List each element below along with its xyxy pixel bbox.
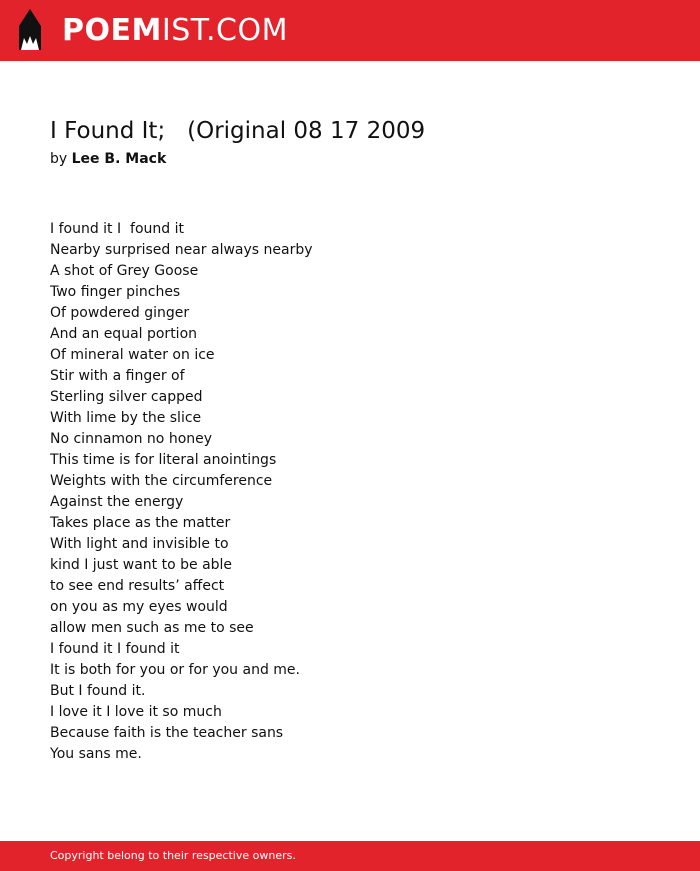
poem-line: With light and invisible to (50, 536, 229, 552)
poem-line: I found it I found it (50, 221, 184, 237)
poem-title: I Found It; (Original 08 17 2009 (50, 118, 426, 144)
poem-line: You sans me. (50, 746, 142, 762)
poem-line: Two finger pinches (50, 284, 181, 300)
poem-line: kind I just want to be able (50, 557, 233, 573)
site-logo[interactable] (62, 13, 288, 49)
poem-line: on you as my eyes would (50, 599, 228, 615)
poem-line: But I found it. (50, 683, 146, 699)
poem-line: With lime by the slice (50, 410, 202, 426)
site-footer (0, 841, 700, 871)
poem-line: Weights with the circumference (50, 473, 273, 489)
poem-line: Because faith is the teacher sans (50, 725, 284, 741)
site-header (0, 0, 700, 61)
poem-line: to see end results’ affect (50, 578, 225, 594)
poem-body (50, 219, 313, 765)
poem-line: It is both for you or for you and me. (50, 662, 300, 678)
poem-line: And an equal portion (50, 326, 198, 342)
poem-line: No cinnamon no honey (50, 431, 213, 447)
author-name: Lee B. Mack (71, 151, 167, 167)
poem-line: Of mineral water on ice (50, 347, 215, 363)
poem-line: This time is for literal anointings (50, 452, 277, 468)
poem-line: A shot of Grey Goose (50, 263, 199, 279)
poem-line: Against the energy (50, 494, 184, 510)
poem-line: Nearby surprised near always nearby (50, 242, 313, 258)
logo-bold-text: POEM (62, 13, 162, 48)
pencil-tip-icon (17, 8, 43, 52)
poem-line: Stir with a finger of (50, 368, 185, 384)
logo-light-text: IST.COM (161, 13, 288, 48)
copyright-notice: Copyright belong to their respective owners. (50, 849, 296, 862)
poem-line: I found it I found it (50, 641, 180, 657)
poem-line: Sterling silver capped (50, 389, 203, 405)
poem-line: Takes place as the matter (50, 515, 231, 531)
byline (50, 149, 166, 169)
poem-line: allow men such as me to see (50, 620, 254, 636)
poem-line: I love it I love it so much (50, 704, 222, 720)
poem-line: Of powdered ginger (50, 305, 190, 321)
byline-label: by (50, 151, 68, 167)
